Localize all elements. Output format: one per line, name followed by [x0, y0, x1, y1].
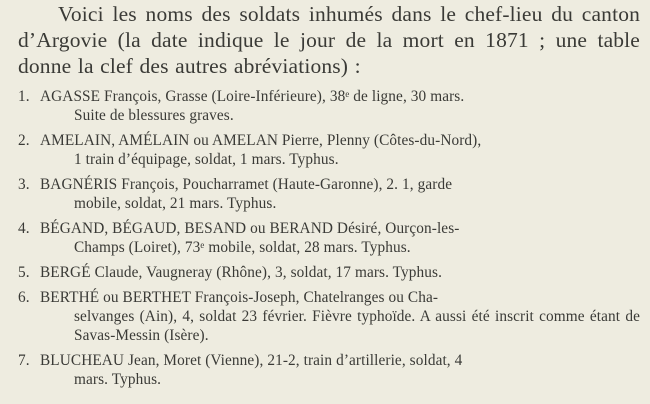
entry-continuation: Suite de blessures graves. — [74, 107, 234, 124]
entry-number: 3. — [18, 176, 30, 193]
entry-number: 4. — [18, 220, 30, 237]
entry-first-line: BERGÉ Claude, Vaugneray (Rhône), 3, soldat, 17 mars. Typhus. — [40, 264, 443, 281]
entry-number: 7. — [18, 352, 30, 369]
list-item — [18, 288, 640, 345]
list-item — [18, 263, 640, 282]
list-item — [18, 131, 640, 169]
list-item — [18, 219, 640, 257]
entry-first-line: BAGNÉRIS François, Poucharramet (Haute-Garonne), 2. 1, garde — [40, 176, 453, 193]
entry-first-line: AMELAIN, AMÉLAIN ou AMELAN Pierre, Plenny (Côtes-du-Nord), — [40, 132, 482, 149]
entry-continuation: Champs (Loiret), 73ᵉ mobile, soldat, 28 mars. Typhus. — [74, 239, 411, 256]
soldier-list — [18, 87, 640, 389]
list-item — [18, 175, 640, 213]
entry-continuation: mars. Typhus. — [74, 371, 162, 388]
list-item — [18, 87, 640, 125]
entry-continuation: 1 train d’équipage, soldat, 1 mars. Typhus. — [74, 151, 339, 168]
entry-first-line: BERTHÉ ou BERTHET François-Joseph, Chatelranges ou Cha- — [40, 289, 439, 306]
entry-number: 2. — [18, 132, 30, 149]
list-item — [18, 351, 640, 389]
entry-first-line: BLUCHEAU Jean, Moret (Vienne), 21-2, train d’artillerie, soldat, 4 — [40, 352, 463, 369]
entry-continuation: mobile, soldat, 21 mars. Typhus. — [74, 195, 277, 212]
entry-number: 1. — [18, 88, 30, 105]
entry-first-line: AGASSE François, Grasse (Loire-Inférieure), 38ᵉ de ligne, 30 mars. — [40, 88, 465, 105]
entry-first-line: BÉGAND, BÉGAUD, BESAND ou BERAND Désiré, Ourçon-les- — [40, 220, 460, 237]
intro-paragraph: Voici les noms des soldats inhumés dans le chef-lieu du canton d’Argovie (la date indique le jour de la mort en 1871 ; une table donne la clef des autres abréviations) : — [18, 2, 640, 78]
entry-number: 5. — [18, 264, 30, 281]
entry-number: 6. — [18, 289, 30, 306]
entry-continuation: selvanges (Ain), 4, soldat 23 février. Fièvre typhoïde. A aussi été inscrit comme étant de Savas-Messin (Isère). — [74, 308, 640, 344]
